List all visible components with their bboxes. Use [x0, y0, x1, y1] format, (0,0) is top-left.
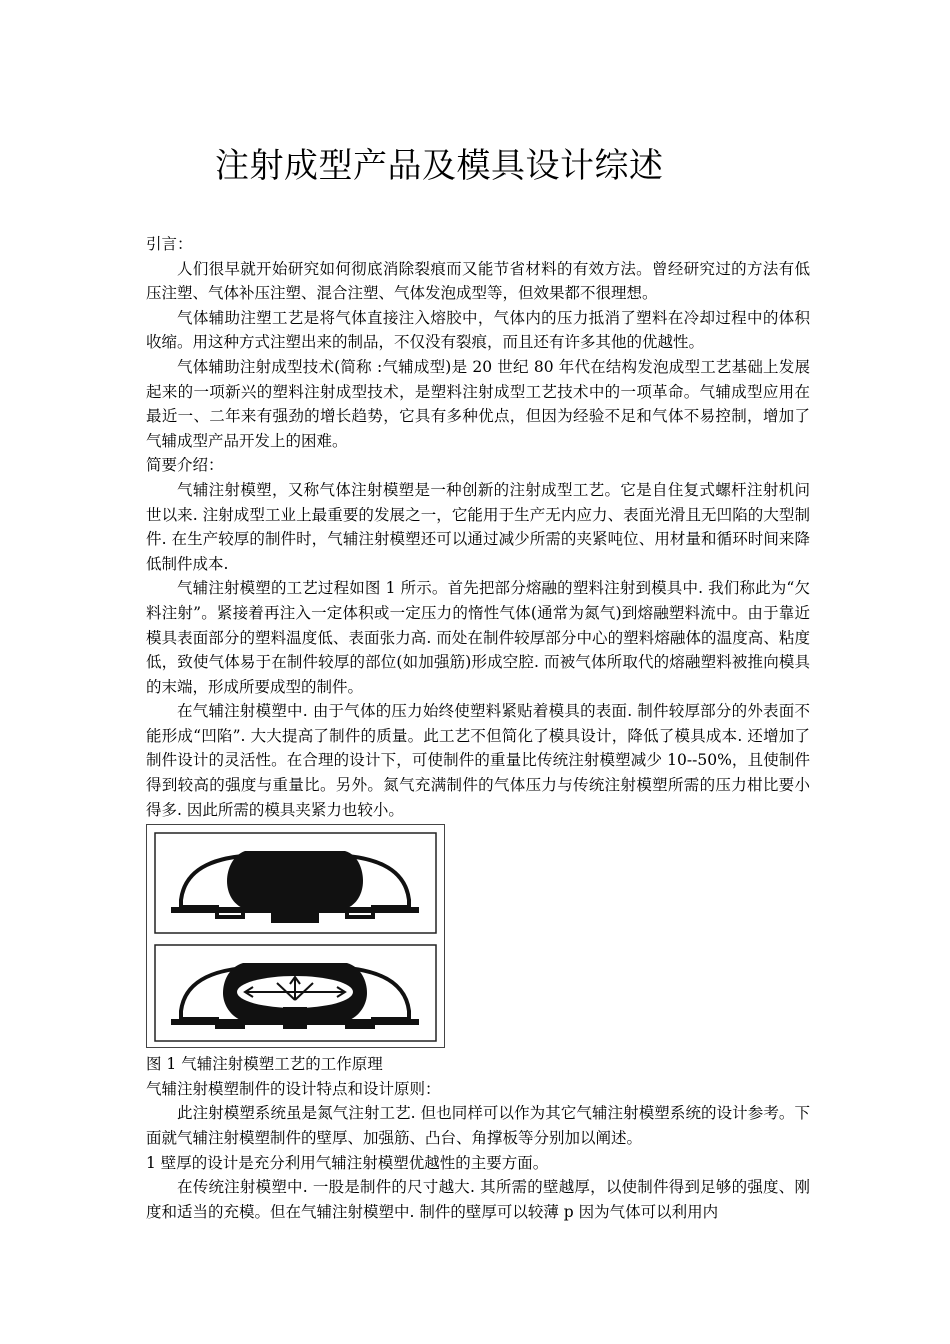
gas-assist-diagram — [147, 825, 444, 1047]
gas-assist-diagram-figure — [146, 824, 445, 1048]
intro-paragraph: 人们很早就开始研究如何彻底消除裂痕而又能节省材料的有效方法。曾经研究过的方法有低压注塑、气体补压注塑、混合注塑、气体发泡成型等，但效果都不很理想。 — [146, 259, 810, 303]
wall-heading: 1 壁厚的设计是充分利用气辅注射模塑优越性的主要方面。 — [146, 1153, 549, 1172]
intro-paragraph: 气体辅助注塑工艺是将气体直接注入熔胶中，气体内的压力抵消了塑料在冷却过程中的体积收缩。用这种方式注塑出来的制品，不仅没有裂痕，而且还有许多其他的优越性。 — [146, 308, 810, 352]
summary-paragraph: 在气辅注射模塑中. 由于气体的压力始终使塑料紧贴着模具的表面. 制件较厚部分的外表面不能形成“凹陷”. 大大提高了制件的质量。此工艺不但简化了模具设计，降低了模具成本. 还增加了制件设计的灵活性。在合理的设计下，可使制件的重量比传统注射模塑减少 10--50%，且使制件得到较高的强度与重量比。另外。氮气充满制件的气体压力与传统注射模塑所需的压力柑比要小得多. 因此所需的模具夹紧力也较小。 — [146, 702, 810, 819]
top-melt-fill — [227, 851, 363, 909]
top-base-line — [171, 907, 419, 913]
intro-heading: 引言： — [146, 235, 193, 253]
summary-paragraph: 气辅注射模塑的工艺过程如图 1 所示。首先把部分熔融的塑料注射到模具中. 我们称此为“欠料注射”。紧接着再注入一定体积或一定压力的惰性气体(通常为氮气)到熔融塑料流中。由于靠近模具表面部分的塑料温度低、表面张力高. 而处在制件较厚部分中心的塑料熔融体的温度高、粘度低，致使气体易于在制件较厚的部位(如加强筋)形成空腔. 而被气体所取代的熔融塑料被推向模具的末端，形成所要成型的制件。 — [146, 579, 810, 696]
intro-paragraph: 气体辅助注射成型技术(简称 :气辅成型)是 20 世纪 80 年代在结构发泡成型工艺基础上发展起来的一项新兴的塑料注射成型技术，是塑料注射成型工艺技术中的一项革命。气辅成型应用在最近一、二年来有强劲的增长趋势，它具有多种优点，但因为经验不足和气体不易控制，增加了气辅成型产品开发上的困难。 — [146, 357, 810, 450]
wall-paragraph: 在传统注射模塑中. 一股是制件的尺寸越大. 其所需的壁越厚，以使制件得到足够的强度、刚度和适当的充模。但在气辅注射模塑中. 制件的壁厚可以较薄 p 因为气体可以利用内 — [146, 1178, 810, 1221]
bottom-gate — [283, 1007, 307, 1029]
design-heading: 气辅注射模塑制件的设计特点和设计原则： — [146, 1079, 441, 1098]
figure-caption: 图 1 气辅注射模塑工艺的工作原理 — [146, 1055, 383, 1074]
document-body — [146, 232, 810, 1224]
design-paragraph: 此注射模塑系统虽是氮气注射工艺. 但也同样可以作为其它气辅注射模塑系统的设计参考。下面就气辅注射模塑制件的壁厚、加强筋、凸台、角撑板等分别加以阐述。 — [146, 1104, 810, 1148]
bottom-base-line — [171, 1019, 419, 1025]
document-title: 注射成型产品及模具设计综述 — [215, 146, 664, 186]
summary-heading: 简要介绍： — [146, 456, 224, 475]
summary-paragraph: 气辅注射模塑，又称气体注射模塑是一种创新的注射成型工艺。它是自住复式螺杆注射机问世以来. 注射成型工业上最重要的发展之一，它能用于生产无内应力、表面光滑且无凹陷的大型制件. 在生产较厚的制件时，气辅注射模塑还可以通过减少所需的夹紧吨位、用材量和循环时间来降低制件成本. — [146, 480, 810, 573]
